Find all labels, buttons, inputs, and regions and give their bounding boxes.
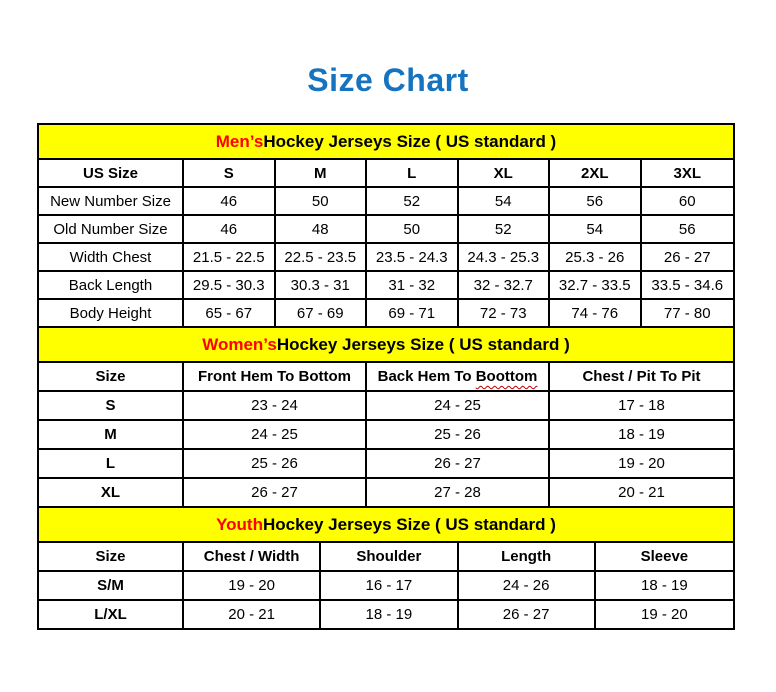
size-value: 18 - 19 [641,577,688,594]
size-value: 23.5 - 24.3 [367,244,459,270]
table-row [39,300,733,328]
row-label: M [39,421,184,448]
size-value: 69 - 71 [367,300,459,326]
column-header: Size [39,543,184,570]
column-header: 2XL [550,160,642,186]
size-value: 25 - 26 [184,450,367,477]
table-row [39,601,733,628]
misspelled-word: Boottom [475,368,538,385]
size-value: 67 - 69 [276,300,368,326]
mens-header-row [39,160,733,188]
column-header: L [367,160,459,186]
mens-band-text: Hockey Jerseys Size ( US standard ) [263,131,557,151]
womens-header-row [39,363,733,392]
table-row [39,188,733,216]
size-value: 16 - 17 [321,572,458,599]
column-header: XL [459,160,551,186]
size-value: 17 - 18 [618,397,665,414]
size-value: 50 [276,188,368,214]
mens-band-highlight: Men’s [215,131,264,151]
size-value: 25 - 26 [367,421,550,448]
size-value: 74 - 76 [550,300,642,326]
womens-band-highlight: Women’s [202,334,277,354]
size-value: 60 [678,192,696,210]
table-row [39,479,733,508]
table-row [39,216,733,244]
size-value: 18 - 19 [618,426,665,443]
size-value: 18 - 19 [321,601,458,628]
column-header: Length [459,543,596,570]
size-value: 21.5 - 22.5 [184,244,276,270]
row-label: New Number Size [39,188,184,214]
size-value: 20 - 21 [618,484,665,501]
row-label: L/XL [39,601,184,628]
size-value: 54 [459,188,551,214]
table-row [39,392,733,421]
table-row [39,572,733,601]
size-value: 56 [678,220,696,238]
column-header: 3XL [673,164,701,182]
youth-header-row [39,543,733,572]
size-value: 32 - 32.7 [459,272,551,298]
womens-section-band [39,328,733,363]
size-value: 24.3 - 25.3 [459,244,551,270]
youth-band-text: Hockey Jerseys Size ( US standard ) [262,514,556,534]
womens-band-text: Hockey Jerseys Size ( US standard ) [276,334,570,354]
size-value: 33.5 - 34.6 [651,276,724,294]
size-value: 56 [550,188,642,214]
row-label: Body Height [39,300,184,326]
size-value: 29.5 - 30.3 [184,272,276,298]
row-label: S/M [39,572,184,599]
column-header-misspelled [367,363,550,390]
column-header: Front Hem To Bottom [184,363,367,390]
column-header: US Size [39,160,184,186]
size-value: 19 - 20 [618,455,665,472]
row-label: Old Number Size [39,216,184,242]
row-label: L [39,450,184,477]
size-value: 30.3 - 31 [276,272,368,298]
row-label: XL [39,479,184,506]
row-label: Back Length [39,272,184,298]
size-value: 48 [276,216,368,242]
size-value: 77 - 80 [663,304,711,322]
table-row [39,244,733,272]
size-value: 24 - 26 [459,572,596,599]
size-tables [37,123,735,630]
size-value: 26 - 27 [184,479,367,506]
size-value: 65 - 67 [184,300,276,326]
column-header: Size [39,363,184,390]
size-value: 23 - 24 [184,392,367,419]
size-value: 26 - 27 [459,601,596,628]
column-header: S [184,160,276,186]
size-value: 50 [367,216,459,242]
size-value: 32.7 - 33.5 [550,272,642,298]
column-header-prefix: Back Hem To [377,368,472,385]
column-header: Chest / Width [184,543,321,570]
size-value: 54 [550,216,642,242]
size-value: 31 - 32 [367,272,459,298]
youth-section-band [39,508,733,543]
column-header: Chest / Pit To Pit [582,368,701,385]
table-row [39,421,733,450]
size-value: 22.5 - 23.5 [276,244,368,270]
size-value: 19 - 20 [184,572,321,599]
column-header: Sleeve [640,548,689,565]
size-value: 24 - 25 [367,392,550,419]
row-label: Width Chest [39,244,184,270]
size-value: 20 - 21 [184,601,321,628]
column-header: Shoulder [321,543,458,570]
size-value: 52 [459,216,551,242]
page-title: Size Chart [307,62,469,98]
size-value: 24 - 25 [184,421,367,448]
size-value: 27 - 28 [367,479,550,506]
row-label: S [39,392,184,419]
table-row [39,272,733,300]
size-value: 72 - 73 [459,300,551,326]
youth-band-highlight: Youth [216,514,263,534]
size-value: 19 - 20 [641,606,688,623]
size-value: 26 - 27 [663,248,711,266]
size-value: 46 [184,188,276,214]
size-value: 52 [367,188,459,214]
mens-section-band [39,125,733,160]
size-value: 25.3 - 26 [550,244,642,270]
size-value: 46 [184,216,276,242]
table-row [39,450,733,479]
size-value: 26 - 27 [367,450,550,477]
column-header: M [276,160,368,186]
